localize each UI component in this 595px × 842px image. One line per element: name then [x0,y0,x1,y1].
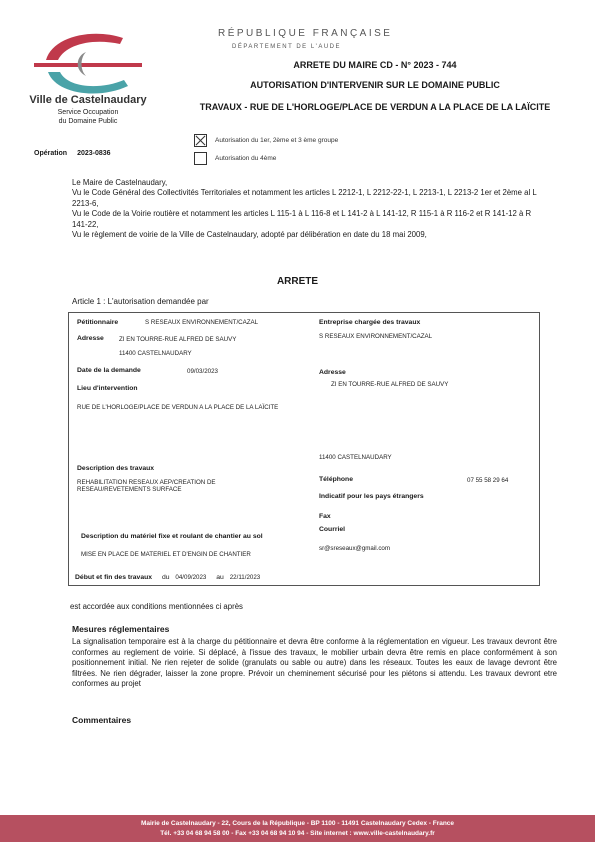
desc-label: Description des travaux [77,465,155,472]
entreprise-label: Entreprise chargée des travaux [319,319,421,326]
footer [0,815,595,842]
adresse-value-1: ZI EN TOURRE-RUE ALFRED DE SAUVY [119,336,237,343]
telephone-label: Téléphone [319,476,353,483]
petitionnaire-value: S RESEAUX ENVIRONNEMENT/CAZAL [145,319,259,326]
materiel-label: Description du matériel fixe et roulant de chantier au sol [81,533,263,540]
footer-contact: Tél. +33 04 68 94 58 00 - Fax +33 04 68 94 10 94 - Site internet : www.ville-castelnaudary.fr [160,829,435,837]
departement: DÉPARTEMENT DE L'AUDE [232,44,341,50]
petitionnaire-label: Pétitionnaire [77,319,119,326]
telephone-value: 07 55 58 29 64 [467,477,509,484]
commentaires-heading: Commentaires [72,715,132,725]
checkbox-group-1-3[interactable]: Autorisation du 1er, 2ème et 3 ème groupe [194,134,338,147]
preamble: Le Maire de Castelnaudary, Vu le Code Général des Collectivités Territoriales et notamment les articles L 2212-1, L 2212-22-1, L 2213-1, L 2213-2 1er et 2ème al L 2213-6, Vu le Code de la Voirie routière et notamment les articles L 115-1 à L 116-8 et L 141-2 à L 141-12, R 115-1 à R 116-2 et R 141-12 à R 141-22, Vu le règlement de voirie de la Ville de Castelnaudary, adopté par délibération en date du 18 mai 2009, [72,178,537,240]
service-name: Service Occupation du Domaine Public [57,109,119,125]
dates-row: Début et fin des travaux du 04/09/2023 au 22/11/2023 [75,574,261,581]
date-label: Date de la demande [77,367,141,374]
courriel-label: Courriel [319,526,346,533]
date-value: 09/03/2023 [187,368,218,375]
mesures-text: La signalisation temporaire est à la charge du pétitionnaire et devra être conforme à la réglementation en vigueur. Les travaux devront être conformes au reglement de voirie. Si déplacé, à l'issue des travaux, le mobilier urbain devra être remis en place conformément à son positionnement initial. Ne rien rejeter de solide (granulats ou sable ou autre) dans les réseaux. Toutes les eaux de lavage devront être filtrées. Ne rien dégrader, laisser la zone propre. Prévoir un cheminement sécurisé pour les piétons si attendu. Les travaux devront etre conformes au projet [72,637,557,688]
fax-label: Fax [319,513,331,520]
adresse-label: Adresse [77,335,104,342]
materiel-value: MISE EN PLACE DE MATERIEL ET D'ENGIN DE CHANTIER [81,551,251,558]
accord-text: est accordée aux conditions mentionnées ci après [70,602,243,611]
courriel-value: sr@sreseaux@gmail.com [319,545,391,552]
desc-value: REHABILITATION RESEAUX AEP/CREATION DE RESEAU/REVETEMENTS SURFACE [77,479,216,493]
city-logo-icon [28,30,148,100]
republique-francaise: RÉPUBLIQUE FRANÇAISE [218,28,393,39]
travaux-title: TRAVAUX - RUE DE L'HORLOGE/PLACE DE VERDUN A LA PLACE DE LA LAÏCITE [199,102,551,112]
adresse2-value-1: ZI EN TOURRE-RUE ALFRED DE SAUVY [331,381,449,388]
adresse2-value-2: 11400 CASTELNAUDARY [319,454,392,461]
article-1: Article 1 : L'autorisation demandée par [72,297,209,306]
lieu-value: RUE DE L'HORLOGE/PLACE DE VERDUN A LA PLACE DE LA LAÏCITE [77,404,279,411]
indicatif-label: Indicatif pour les pays étrangers [319,493,424,500]
page-title: ARRETE DU MAIRE CD - N° 2023 - 744 [293,60,457,70]
request-form [68,312,540,586]
adresse-value-2: 11400 CASTELNAUDARY [119,350,192,357]
lieu-label: Lieu d'intervention [77,385,138,392]
city-name: Ville de Castelnaudary [29,94,147,106]
adresse2-label: Adresse [319,369,346,376]
arrete-heading: ARRETE [276,276,319,287]
entreprise-value: S RESEAUX ENVIRONNEMENT/CAZAL [319,333,433,340]
footer-address: Mairie de Castelnaudary - 22, Cours de la République - BP 1100 - 11491 Castelnaudary Cedex - France [140,820,455,827]
checkbox-checked[interactable] [194,134,207,147]
checkbox-group-4[interactable]: Autorisation du 4ème [194,152,276,165]
mesures-heading: Mesures réglementaires [72,624,170,634]
checkbox-unchecked[interactable] [194,152,207,165]
operation-number: Opération 2023-0836 [34,150,111,157]
page-subtitle: AUTORISATION D'INTERVENIR SUR LE DOMAINE PUBLIC [250,80,500,90]
